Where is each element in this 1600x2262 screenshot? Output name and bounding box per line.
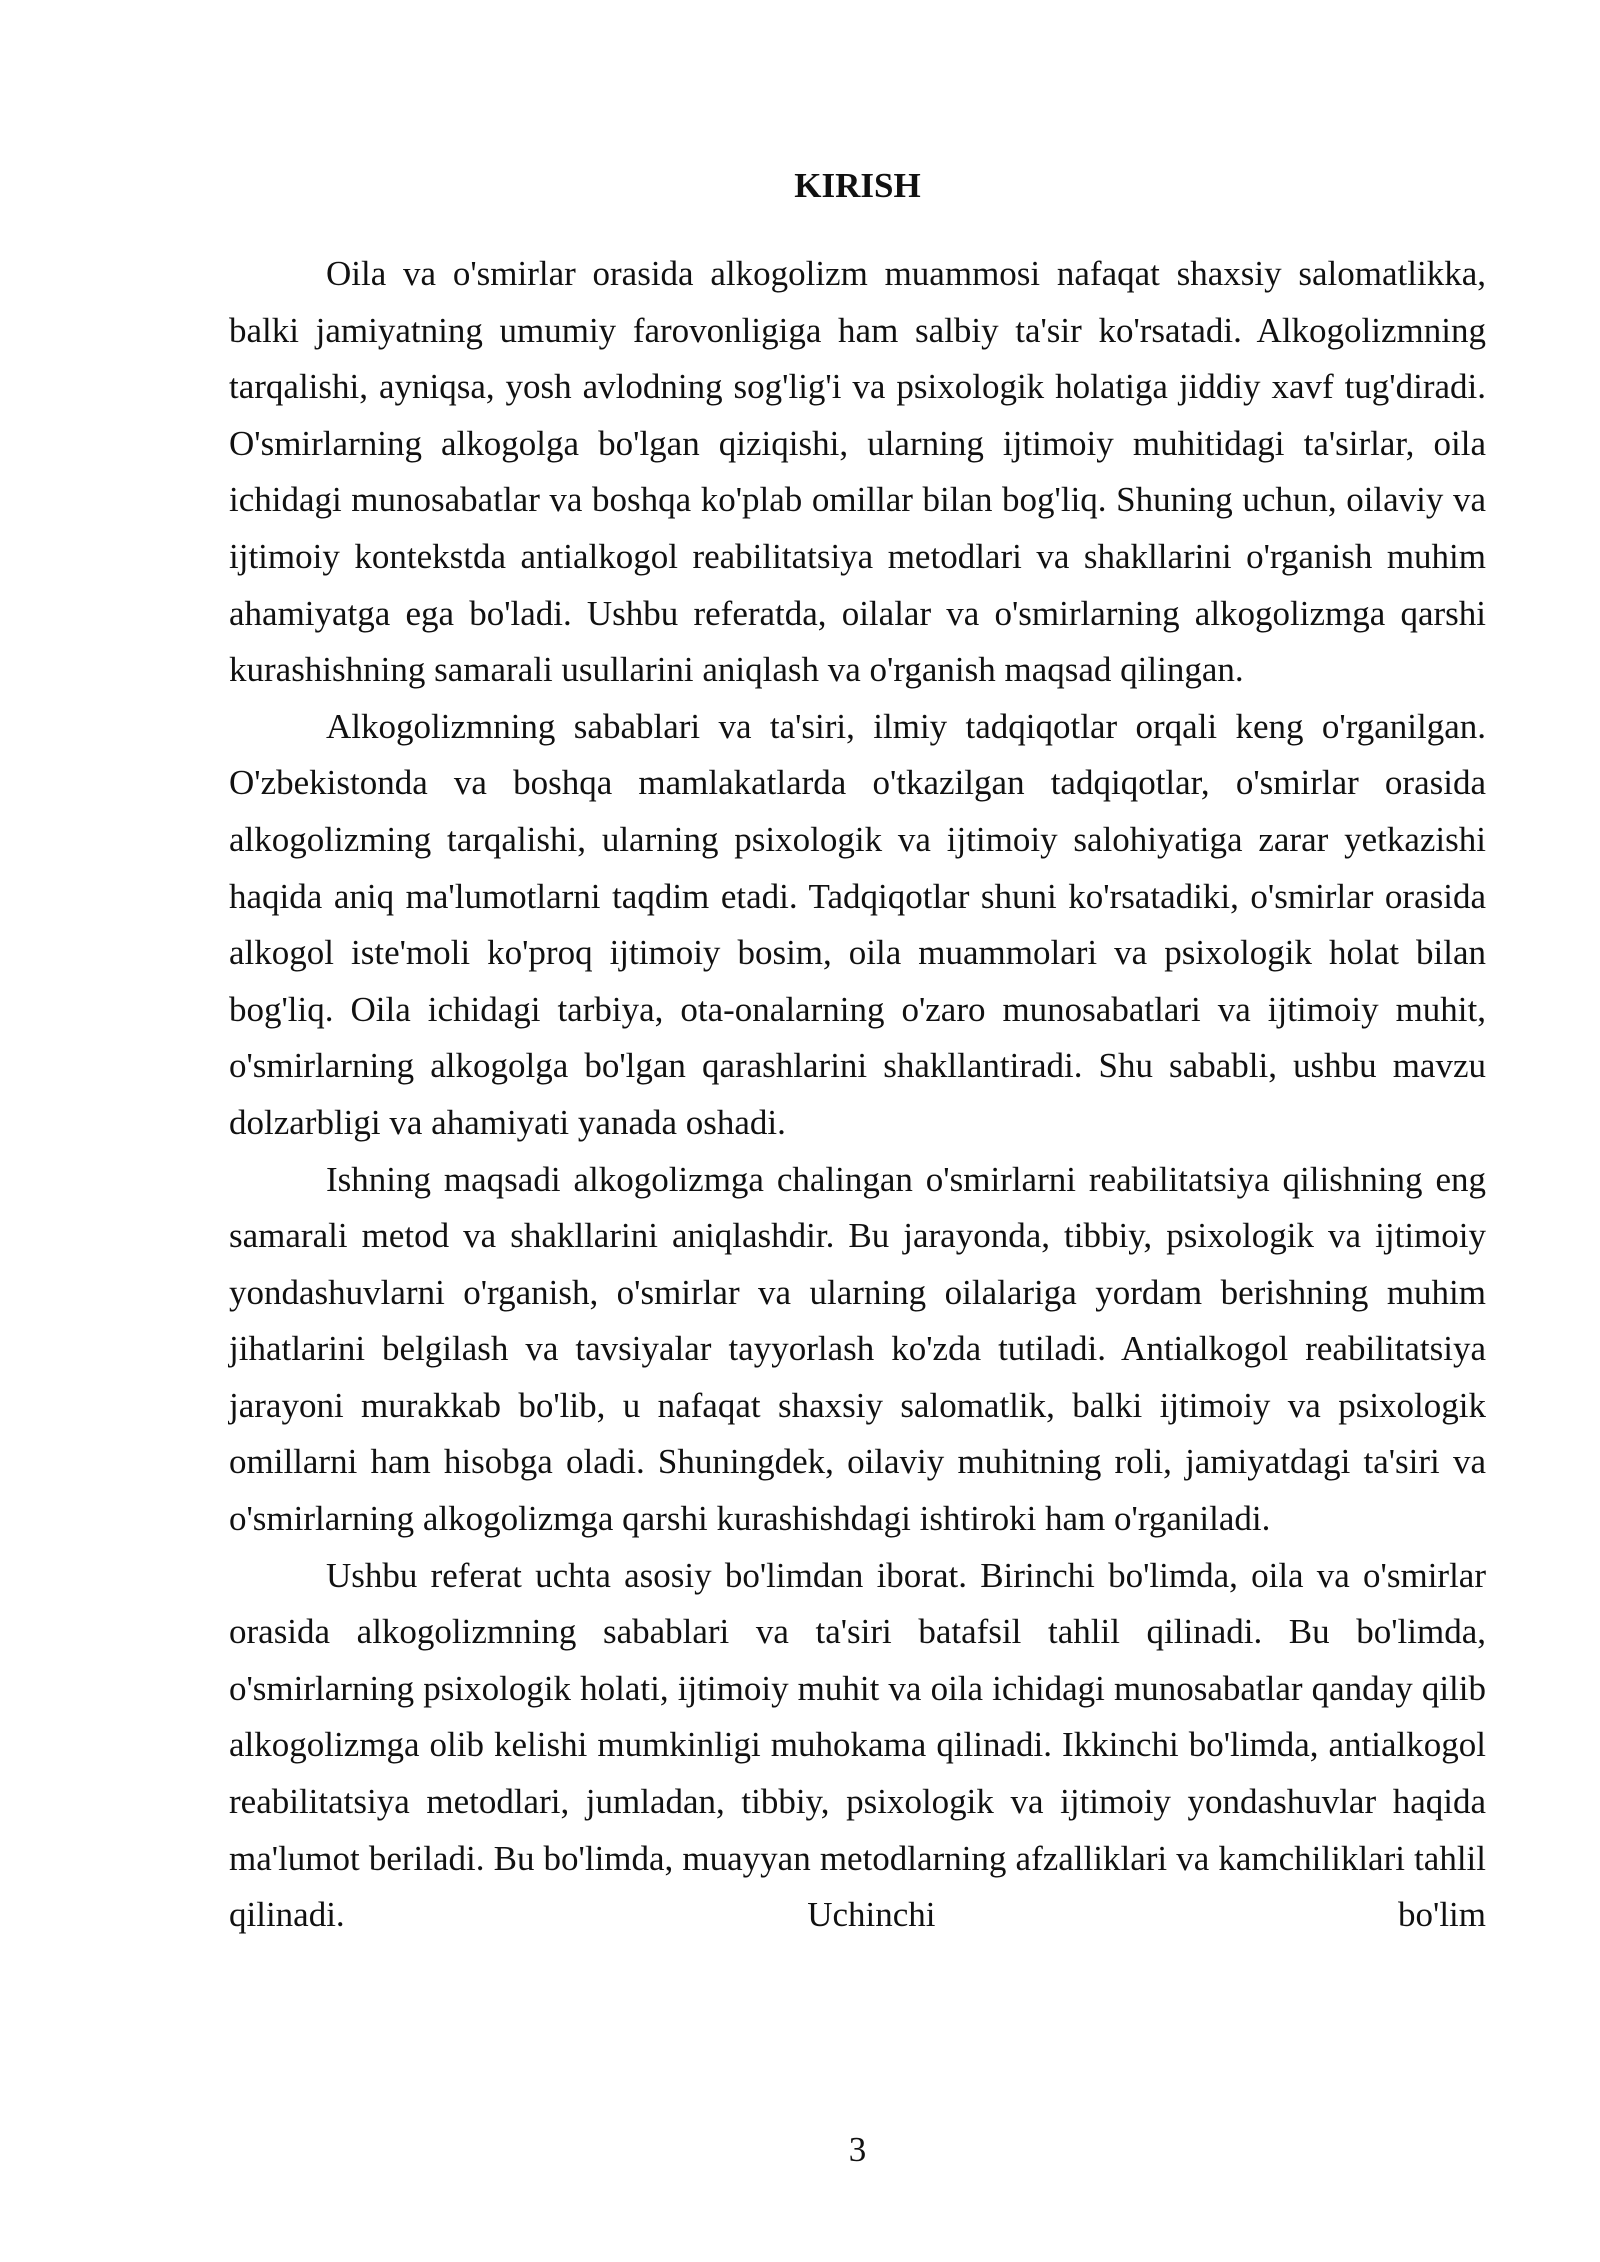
paragraph-4: Ushbu referat uchta asosiy bo'limdan iborat. Birinchi bo'limda, oila va o'smirlar orasida alkogolizmning sabablari va ta'siri batafsil tahlil qilinadi. Bu bo'limda, o'smirlarning psixologik holati, ijtimoiy muhit va oila ichidagi munosabatlar qanday qilib alkogolizmga olib kelishi mumkinligi muhokama qilinadi. Ikkinchi bo'limda, antialkogol reabilitatsiya metodlari, jumladan, tibbiy, psixologik va ijtimoiy yondashuvlar haqida ma'lumot beriladi. Bu bo'limda, muayyan metodlarning afzalliklari va kamchiliklari tahlil qilinadi. Uchinchi bo'lim [229,1555,1486,1935]
section-title: KIRISH [794,166,921,205]
paragraph-2: Alkogolizmning sabablari va ta'siri, ilmiy tadqiqotlar orqali keng o'rganilgan. O'zbekistonda va boshqa mamlakatlarda o'tkazilgan tadqiqotlar, o'smirlar orasida alkogolizming tarqalishi, ularning psixologik va ijtimoiy salohiyatiga zarar yetkazishi haqida aniq ma'lumotlarni taqdim etadi. Tadqiqotlar shuni ko'rsatadiki, o'smirlar orasida alkogol iste'moli ko'proq ijtimoiy bosim, oila muammolari va psixologik holat bilan bog'liq. Oila ichidagi tarbiya, ota-onalarning o'zaro munosabatlari va ijtimoiy muhit, o'smirlarning alkogolga bo'lgan qarashlarini shakllantiradi. Shu sababli, ushbu mavzu dolzarbligi va ahamiyati yanada oshadi. [229,706,1486,1142]
body-text [229,246,1486,1944]
paragraph-1: Oila va o'smirlar orasida alkogolizm muammosi nafaqat shaxsiy salomatlikka, balki jamiyatning umumiy farovonligiga ham salbiy ta'sir ko'rsatadi. Alkogolizmning tarqalishi, ayniqsa, yosh avlodning sog'lig'i va psixologik holatiga jiddiy xavf tug'diradi. O'smirlarning alkogolga bo'lgan qiziqishi, ularning ijtimoiy muhitidagi ta'sirlar, oila ichidagi munosabatlar va boshqa ko'plab omillar bilan bog'liq. Shuning uchun, oilaviy va ijtimoiy kontekstda antialkogol reabilitatsiya metodlari va shakllarini o'rganish muhim ahamiyatga ega bo'ladi. Ushbu referatda, oilalar va o'smirlarning alkogolizmga qarshi kurashishning samarali usullarini aniqlash va o'rganish maqsad qilingan. [229,254,1486,690]
paragraph-3: Ishning maqsadi alkogolizmga chalingan o'smirlarni reabilitatsiya qilishning eng samarali metod va shakllarini aniqlashdir. Bu jarayonda, tibbiy, psixologik va ijtimoiy yondashuvlarni o'rganish, o'smirlar va ularning oilalariga yordam berishning muhim jihatlarini belgilash va tavsiyalar tayyorlash ko'zda tutiladi. Antialkogol reabilitatsiya jarayoni murakkab bo'lib, u nafaqat shaxsiy salomatlik, balki ijtimoiy va psixologik omillarni ham hisobga oladi. Shuningdek, oilaviy muhitning roli, jamiyatdagi ta'siri va o'smirlarning alkogolizmga qarshi kurashishdagi ishtiroki ham o'rganiladi. [229,1159,1486,1539]
page-number: 3 [848,2130,867,2169]
